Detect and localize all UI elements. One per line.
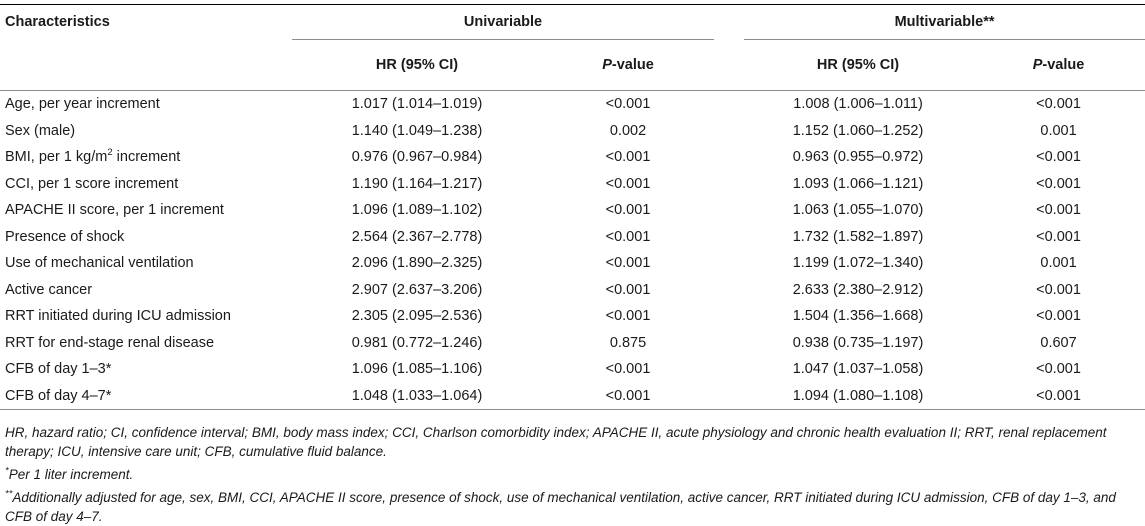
row-label-text: CFB of day 4–7* [5, 387, 112, 404]
table-row [0, 303, 1145, 330]
header-row-columns [0, 40, 1145, 91]
univariable-p-cell: <0.001 [605, 361, 651, 378]
table-footnotes [5, 423, 1140, 526]
multivariable-p-cell: <0.001 [1036, 175, 1081, 192]
univariable-hr-cell: 1.096 (1.085–1.106) [351, 361, 483, 378]
spacer-cell [714, 330, 744, 357]
spacer-cell [714, 144, 744, 171]
header-row-groups [0, 5, 1145, 40]
footnote-2 [5, 488, 1140, 526]
row-label-superscript: 2 [107, 147, 113, 159]
univariable-p-cell: <0.001 [605, 175, 651, 192]
row-label [0, 118, 292, 145]
row-label-text: RRT initiated during ICU admission [5, 308, 231, 325]
table-row [0, 171, 1145, 198]
multivariable-p-cell: <0.001 [1036, 308, 1081, 325]
univariable-hr-cell: 2.096 (1.890–2.325) [351, 255, 483, 272]
footnote-abbreviations: HR, hazard ratio; CI, confidence interval; BMI, body mass index; CCI, Charlson comorbidity index; APACHE II, acute physiology and chronic health evaluation II; RRT, renal replacement therapy; ICU, intensive care unit; CFB, cumulative fluid balance. [5, 425, 1107, 459]
table-row [0, 197, 1145, 224]
row-label-tail: increment [112, 149, 181, 166]
univariable-hr-cell: 1.140 (1.049–1.238) [351, 122, 483, 139]
row-label [0, 224, 292, 251]
univariable-p-cell: <0.001 [605, 149, 651, 166]
spacer-cell [714, 303, 744, 330]
table-row [0, 224, 1145, 251]
multivariable-p-cell: <0.001 [1036, 228, 1081, 245]
spacer-cell [714, 197, 744, 224]
p-suffix: -value [611, 57, 654, 73]
p-letter: P [1032, 57, 1043, 73]
multivariable-hr-cell: 1.732 (1.582–1.897) [792, 228, 924, 245]
univariable-p-cell: <0.001 [605, 281, 651, 298]
p-suffix: -value [1042, 57, 1085, 73]
univariable-hr-cell: 1.190 (1.164–1.217) [351, 175, 483, 192]
univariable-hr-cell: 0.981 (0.772–1.246) [351, 334, 483, 351]
spacer-cell [714, 171, 744, 198]
row-label [0, 250, 292, 277]
table-row [0, 383, 1145, 410]
row-label-text: Presence of shock [5, 228, 125, 245]
multivariable-hr-cell: 1.063 (1.055–1.070) [792, 202, 924, 219]
header-multivariable-hr: HR (95% CI) [744, 40, 972, 91]
multivariable-p-cell: <0.001 [972, 383, 1145, 410]
table-row [0, 118, 1145, 145]
multivariable-p-cell: 0.001 [1040, 122, 1077, 139]
univariable-p-cell: <0.001 [605, 202, 651, 219]
row-label-text: CFB of day 1–3* [5, 361, 112, 378]
multivariable-hr-cell: 1.047 (1.037–1.058) [792, 361, 924, 378]
table-row [0, 250, 1145, 277]
header-spacer [714, 40, 744, 91]
row-label-text: BMI, per 1 kg/m [5, 149, 108, 166]
table-row [0, 277, 1145, 304]
multivariable-hr-cell: 1.094 (1.080–1.108) [744, 383, 972, 410]
multivariable-hr-cell: 0.938 (0.735–1.197) [792, 334, 924, 351]
multivariable-hr-cell: 1.093 (1.066–1.121) [792, 175, 924, 192]
footnote-2-mark: ** [5, 488, 13, 500]
multivariable-hr-cell: 0.963 (0.955–0.972) [792, 149, 924, 166]
header-univariable-hr: HR (95% CI) [292, 40, 542, 91]
spacer-cell [714, 118, 744, 145]
row-label-text: RRT for end-stage renal disease [5, 334, 215, 351]
header-empty [0, 40, 292, 91]
table-row [0, 91, 1145, 118]
univariable-p-cell: 0.875 [609, 334, 647, 351]
header-univariable: Univariable [292, 5, 714, 40]
row-label [0, 197, 292, 224]
univariable-p-cell: <0.001 [542, 383, 714, 410]
multivariable-p-cell: <0.001 [1036, 202, 1081, 219]
univariable-hr-cell: 1.048 (1.033–1.064) [292, 383, 542, 410]
spacer-cell [714, 91, 744, 118]
row-label-text: Sex (male) [5, 122, 76, 139]
univariable-hr-cell: 0.976 (0.967–0.984) [351, 149, 483, 166]
row-label-text: APACHE II score, per 1 increment [5, 202, 224, 219]
univariable-hr-cell: 2.305 (2.095–2.536) [351, 308, 483, 325]
univariable-hr-cell: 1.096 (1.089–1.102) [351, 202, 483, 219]
row-label [0, 277, 292, 304]
multivariable-hr-cell: 1.008 (1.006–1.011) [793, 96, 923, 113]
spacer-cell [714, 383, 744, 410]
multivariable-hr-cell: 1.199 (1.072–1.340) [792, 255, 924, 272]
row-label-text: CCI, per 1 score increment [5, 175, 179, 192]
multivariable-hr-cell: 2.633 (2.380–2.912) [792, 281, 924, 298]
multivariable-p-cell: <0.001 [1036, 149, 1081, 166]
footnote-1-text: Per 1 liter increment. [8, 467, 134, 482]
univariable-hr-cell: 1.017 (1.014–1.019) [351, 96, 483, 113]
header-multivariable: Multivariable** [744, 5, 1145, 40]
spacer-cell [714, 356, 744, 383]
header-multivariable-p [972, 40, 1145, 91]
multivariable-hr-cell: 1.504 (1.356–1.668) [792, 308, 924, 325]
row-label [0, 303, 292, 330]
univariable-p-cell: <0.001 [605, 96, 651, 113]
row-label [0, 356, 292, 383]
header-spacer [714, 5, 744, 40]
table-row [0, 330, 1145, 357]
row-label [0, 171, 292, 198]
univariable-p-cell: <0.001 [605, 255, 651, 272]
header-univariable-p [542, 40, 714, 91]
univariable-hr-cell: 2.564 (2.367–2.778) [351, 228, 483, 245]
table-row [0, 356, 1145, 383]
univariable-p-cell: 0.002 [609, 122, 647, 139]
table-row [0, 144, 1145, 171]
p-letter: P [602, 57, 612, 73]
multivariable-p-cell: <0.001 [1036, 96, 1081, 113]
univariable-p-cell: <0.001 [605, 228, 651, 245]
row-label-text: Use of mechanical ventilation [5, 255, 194, 272]
multivariable-p-cell: 0.607 [1040, 334, 1077, 351]
header-characteristics: Characteristics [0, 5, 292, 40]
row-label [0, 91, 292, 118]
spacer-cell [714, 250, 744, 277]
row-label-text: Age, per year increment [5, 96, 160, 113]
spacer-cell [714, 277, 744, 304]
multivariable-p-cell: <0.001 [1036, 281, 1081, 298]
footnote-2-text: Additionally adjusted for age, sex, BMI, CCI, APACHE II score, presence of shock, use of mechanical ventilation, active cancer, RRT initiated during ICU admission, CFB of day 1–3, and CFB of day 4–7. [5, 490, 1116, 524]
multivariable-p-cell: 0.001 [1040, 255, 1077, 272]
row-label [0, 330, 292, 357]
spacer-cell [714, 224, 744, 251]
multivariable-hr-cell: 1.152 (1.060–1.252) [792, 122, 924, 139]
univariable-hr-cell: 2.907 (2.637–3.206) [351, 281, 483, 298]
row-label [0, 383, 292, 410]
row-label [0, 144, 292, 171]
hazard-ratio-table [0, 4, 1145, 410]
multivariable-p-cell: <0.001 [1036, 361, 1081, 378]
footnote-1-mark: * [5, 465, 9, 477]
footnote-1 [5, 465, 1140, 484]
row-label-text: Active cancer [5, 281, 93, 298]
univariable-p-cell: <0.001 [605, 308, 651, 325]
